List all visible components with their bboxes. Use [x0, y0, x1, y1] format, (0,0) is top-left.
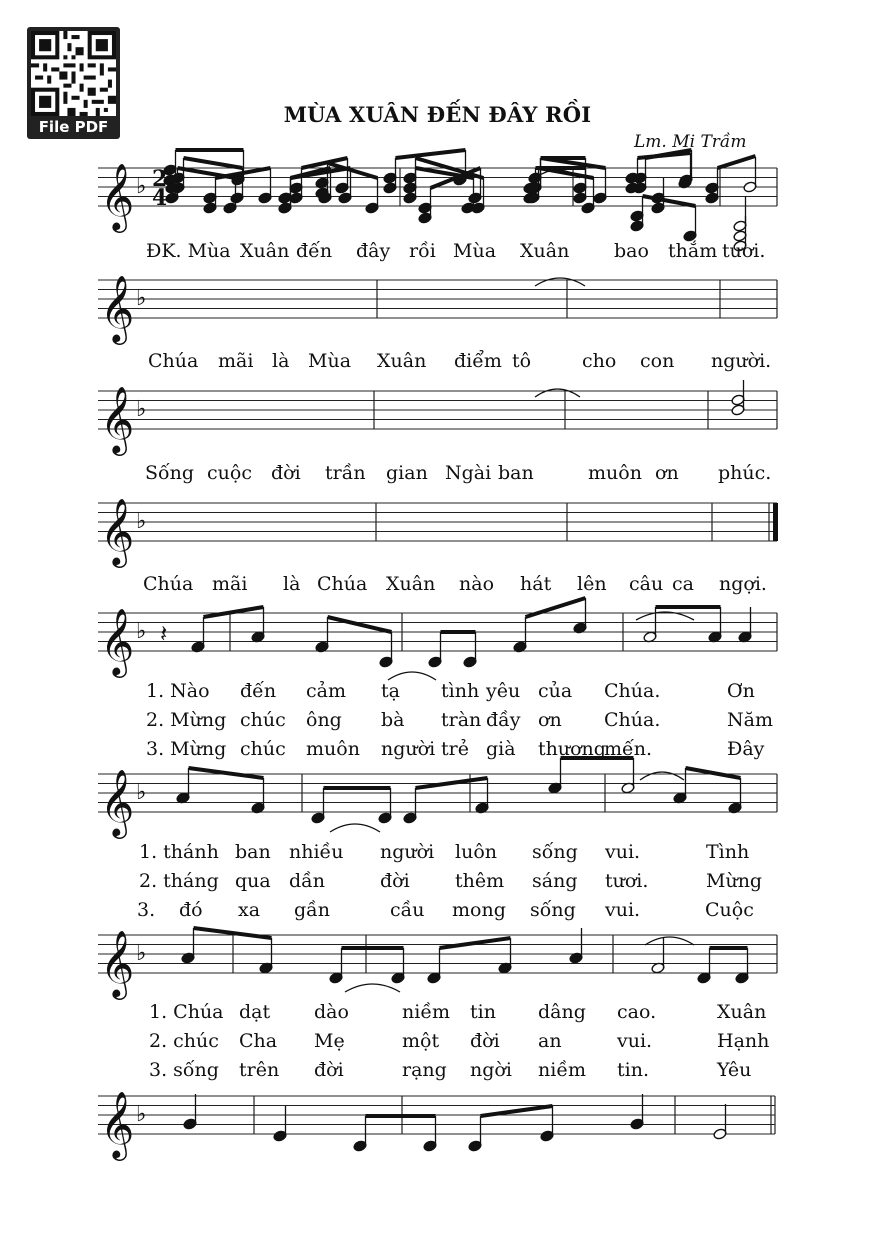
lyric-syllable: cao.	[617, 1001, 657, 1023]
lyric-syllable: dâng	[538, 1001, 586, 1023]
lyric-syllable: trên	[239, 1059, 280, 1081]
lyric-syllable: ơn	[655, 462, 679, 484]
lyric-syllable: Xuân	[240, 240, 290, 262]
lyric-syllable: niềm	[538, 1059, 587, 1081]
lyric-syllable: tạ	[381, 680, 400, 702]
lyric-syllable: Mùa	[453, 240, 497, 262]
tie	[645, 937, 694, 945]
lyric-syllable: sống	[532, 841, 578, 863]
lyric-syllable: điểm	[454, 350, 502, 372]
lyric-syllable: cuộc	[207, 462, 252, 484]
lyric-syllable: dần	[289, 870, 326, 892]
beam	[718, 156, 756, 168]
lyric-syllable: Yêu	[717, 1059, 752, 1081]
lyric-syllable: mãi	[212, 573, 248, 595]
lyric-syllable: chúc	[240, 709, 286, 731]
lyric-syllable: Năm	[727, 709, 773, 731]
treble-clef-icon: 𝄞	[100, 929, 135, 997]
beam	[643, 196, 696, 206]
lyric-syllable: vui.	[605, 841, 641, 863]
lyric-syllable: Sống	[145, 462, 195, 484]
lyric-syllable: là	[272, 350, 290, 372]
beam	[440, 938, 511, 948]
lyric-syllable: 3.	[137, 899, 156, 921]
qr-label: File PDF	[38, 118, 109, 136]
lyric-syllable: Ngài	[445, 462, 492, 484]
lyric-syllable: dào	[314, 1001, 349, 1023]
lyric-syllable: xa	[238, 899, 261, 921]
lyric-syllable: tô	[512, 350, 532, 372]
lyric-syllable: già	[486, 738, 516, 760]
beam	[189, 768, 264, 778]
lyric-syllable: ông	[306, 709, 342, 731]
treble-clef-icon: 𝄞	[100, 385, 135, 453]
lyric-syllable: tràn	[441, 709, 482, 731]
flat-icon: ♭	[136, 286, 147, 311]
lyric-syllable: 2. chúc	[149, 1030, 219, 1052]
lyric-syllable: đó	[179, 899, 203, 921]
time-signature-top: 2	[152, 166, 168, 192]
lyric-syllable: dạt	[239, 1001, 271, 1023]
treble-clef-icon: 𝄞	[100, 768, 135, 836]
lyric-syllable: luôn	[455, 841, 497, 863]
lyric-syllable: an	[538, 1030, 562, 1052]
lyric-syllable: qua	[235, 870, 271, 892]
lyric-syllable: Đây	[727, 738, 765, 760]
lyric-syllable: ban	[498, 462, 534, 484]
lyric-syllable: câu	[629, 573, 664, 595]
tie	[330, 824, 380, 832]
lyric-syllable: 2. Mừng	[146, 709, 227, 731]
lyric-syllable: hát	[520, 573, 552, 595]
lyric-syllable: muôn	[588, 462, 642, 484]
lyric-syllable: người	[380, 841, 435, 863]
lyric-syllable: Mừng	[706, 870, 763, 892]
lyric-syllable: ngời	[470, 1059, 512, 1081]
lyric-syllable: cho	[582, 350, 617, 372]
lyric-syllable: Xuân	[377, 350, 427, 372]
lyric-syllable: của	[538, 680, 573, 702]
lyric-syllable: niềm	[402, 1001, 451, 1023]
lyric-syllable: rồi	[409, 240, 436, 262]
time-signature-bottom: 4	[152, 185, 168, 211]
lyric-syllable: ca	[672, 573, 694, 595]
lyric-syllable: đời	[470, 1030, 500, 1052]
lyric-syllable: đến	[296, 240, 333, 262]
lyric-syllable: Ơn	[727, 680, 755, 702]
beam	[526, 598, 586, 617]
final-barline-thick	[773, 503, 778, 541]
lyric-syllable: đời	[314, 1059, 344, 1081]
treble-clef-icon: 𝄞	[100, 607, 135, 675]
tie	[388, 672, 436, 680]
lyric-syllable: ơn	[538, 709, 562, 731]
lyric-syllable: ngợi.	[719, 573, 767, 595]
lyric-syllable: thắm	[668, 240, 718, 262]
lyric-syllable: thương	[538, 738, 606, 760]
beam	[178, 168, 236, 178]
lyric-syllable: 1. thánh	[139, 841, 219, 863]
quarter-rest-icon: 𝄽	[160, 619, 168, 648]
composer: Lm. Mi Trầm	[634, 132, 747, 152]
lyric-syllable: tin	[470, 1001, 496, 1023]
flat-icon: ♭	[136, 619, 147, 644]
lyric-syllable: trần	[325, 462, 366, 484]
lyric-syllable: 3. Mừng	[146, 738, 227, 760]
flat-icon: ♭	[136, 941, 147, 966]
lyric-syllable: gian	[386, 462, 428, 484]
lyric-syllable: Cuộc	[705, 899, 754, 921]
lyric-syllable: Mùa	[308, 350, 352, 372]
lyric-syllable: Hạnh	[717, 1030, 770, 1052]
flat-icon: ♭	[136, 1102, 147, 1127]
treble-clef-icon: 𝄞	[100, 162, 135, 230]
lyric-syllable: đến	[240, 680, 277, 702]
lyric-syllable: con	[640, 350, 675, 372]
lyric-syllable: Chúa.	[604, 680, 661, 702]
lyric-syllable: 1. Chúa	[149, 1001, 224, 1023]
lyric-syllable: nào	[459, 573, 495, 595]
lyric-syllable: ban	[235, 841, 271, 863]
tie	[640, 772, 684, 780]
lyric-syllable: 3. sống	[149, 1059, 219, 1081]
lyric-syllable: mong	[452, 899, 506, 921]
tie	[345, 984, 400, 992]
lyric-syllable: đây	[356, 240, 391, 262]
lyric-syllable: Chúa	[317, 573, 368, 595]
lyric-syllable: người	[381, 738, 436, 760]
lyric-syllable: mãi	[218, 350, 254, 372]
lyric-syllable: Chúa.	[604, 709, 661, 731]
beam	[328, 617, 392, 632]
lyric-syllable: cảm	[306, 680, 346, 702]
lyric-syllable: vui.	[605, 899, 641, 921]
lyric-syllable: tươi.	[605, 870, 649, 892]
lyric-syllable: trẻ	[441, 738, 469, 760]
lyric-syllable: một	[402, 1030, 440, 1052]
flat-icon: ♭	[136, 174, 147, 199]
lyric-syllable: gần	[294, 899, 331, 921]
beam	[686, 768, 741, 778]
lyric-syllable: đời	[271, 462, 301, 484]
treble-clef-icon: 𝄞	[100, 274, 135, 342]
lyric-syllable: Cha	[239, 1030, 278, 1052]
lyric-syllable: yêu	[486, 680, 521, 702]
song-title: MÙA XUÂN ĐẾN ĐÂY RỒI	[283, 102, 592, 127]
lyric-syllable: Chúa	[143, 573, 194, 595]
flat-icon: ♭	[136, 509, 147, 534]
beam	[204, 607, 264, 617]
lyric-syllable: thêm	[455, 870, 505, 892]
lyric-syllable: đời	[380, 870, 410, 892]
lyric-syllable: vui.	[617, 1030, 653, 1052]
flat-icon: ♭	[136, 397, 147, 422]
beam	[396, 150, 466, 158]
lyric-syllable: sáng	[532, 870, 578, 892]
lyric-syllable: Mẹ	[314, 1030, 345, 1052]
treble-clef-icon: 𝄞	[100, 497, 135, 565]
lyric-syllable: Xuân	[520, 240, 570, 262]
lyric-syllable: bao	[614, 240, 649, 262]
lyric-syllable: 2. tháng	[139, 870, 219, 892]
lyric-syllable: ĐK. Mùa	[146, 240, 231, 262]
lyric-syllable: cầu	[390, 899, 425, 921]
lyric-syllable: Xuân	[386, 573, 436, 595]
lyric-syllable: mến.	[604, 738, 652, 760]
lyric-syllable: đầy	[486, 709, 521, 731]
tie	[535, 389, 580, 397]
lyric-syllable: 1. Nào	[146, 680, 210, 702]
tie	[535, 278, 585, 286]
lyric-syllable: Chúa	[148, 350, 199, 372]
lyric-syllable: tươi.	[722, 240, 766, 262]
lyric-syllable: nhiều	[289, 841, 344, 863]
lyric-syllable: tin.	[617, 1059, 649, 1081]
lyric-syllable: Tình	[706, 841, 750, 863]
lyric-syllable: lên	[577, 573, 607, 595]
beam	[184, 158, 243, 168]
lyric-syllable: phúc.	[718, 462, 772, 484]
lyric-syllable: người.	[711, 350, 772, 372]
lyric-syllable: Xuân	[717, 1001, 767, 1023]
lyric-syllable: muôn	[306, 738, 360, 760]
lyric-syllable: tình	[441, 680, 480, 702]
lyric-syllable: sống	[530, 899, 576, 921]
treble-clef-icon: 𝄞	[100, 1090, 135, 1158]
lyric-syllable: là	[283, 573, 301, 595]
lyric-syllable: chúc	[240, 738, 286, 760]
lyric-syllable: bà	[381, 709, 405, 731]
lyric-syllable: rạng	[402, 1059, 447, 1081]
flat-icon: ♭	[136, 780, 147, 805]
